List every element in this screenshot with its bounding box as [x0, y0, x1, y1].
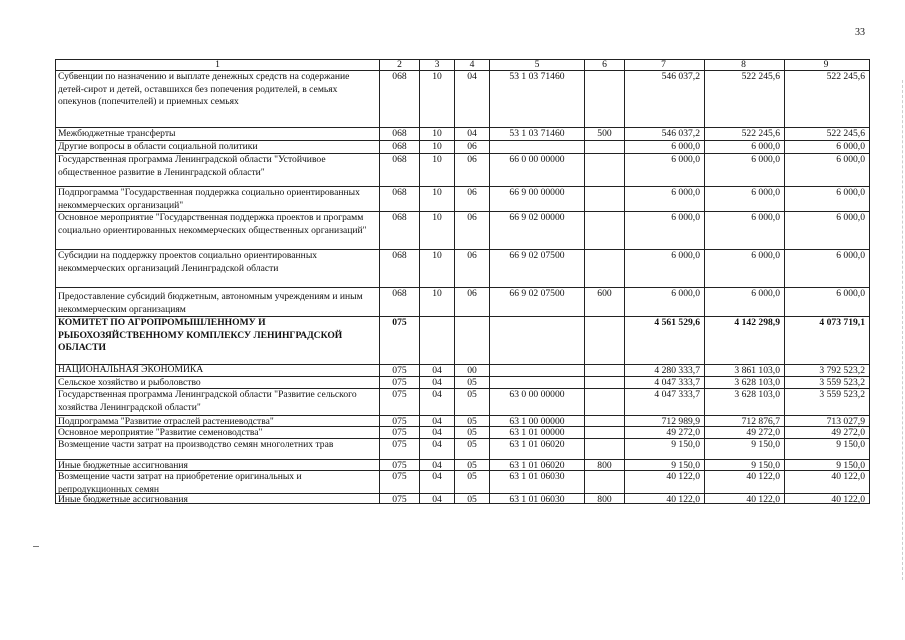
row-value: 10 [420, 71, 455, 127]
row-value: 075 [380, 389, 420, 415]
row-value: 04 [420, 460, 455, 470]
header-cell: 5 [490, 60, 585, 70]
header-cell: 1 [55, 60, 380, 70]
row-label: КОМИТЕТ ПО АГРОПРОМЫШЛЕННОМУ И РЫБОХОЗЯЙСТВЕННОМУ КОМПЛЕКСУ ЛЕНИНГРАДСКОЙ ОБЛАСТИ [55, 317, 380, 364]
row-value: 10 [420, 250, 455, 287]
row-label: Возмещение части затрат на производство семян многолетних трав [55, 439, 380, 459]
row-value [490, 377, 585, 388]
row-value: 63 0 00 00000 [490, 389, 585, 415]
row-value: 06 [455, 141, 490, 153]
row-value: 9 150,0 [785, 439, 870, 459]
row-value [585, 427, 625, 438]
row-value: 4 047 333,7 [625, 389, 705, 415]
row-label: Иные бюджетные ассигнования [55, 460, 380, 470]
row-value: 6 000,0 [625, 187, 705, 211]
row-label-text: Предоставление субсидий бюджетным, автономным учреждениям и иным некоммерческим организациям [58, 291, 363, 315]
row-value: 4 561 529,6 [625, 317, 705, 364]
table-row [55, 153, 870, 186]
row-value: 800 [585, 460, 625, 470]
row-value: 05 [455, 460, 490, 470]
row-value [585, 416, 625, 426]
row-value: 3 559 523,2 [785, 389, 870, 415]
row-label: Возмещение части затрат на приобретение оригинальных и репродукционных семян [55, 471, 380, 493]
row-label [55, 365, 380, 376]
row-value: 6 000,0 [625, 212, 705, 249]
header-cell: 9 [785, 60, 870, 70]
row-value: 6 000,0 [785, 250, 870, 287]
row-value [455, 317, 490, 364]
row-value: 40 122,0 [625, 471, 705, 493]
row-value [585, 250, 625, 287]
row-value: 068 [380, 250, 420, 287]
row-value: 63 1 01 06030 [490, 471, 585, 493]
table-row [55, 459, 870, 470]
row-value: 40 122,0 [705, 494, 785, 503]
row-value [585, 141, 625, 153]
row-value: 10 [420, 154, 455, 186]
row-value: 712 876,7 [705, 416, 785, 426]
row-value: 6 000,0 [625, 141, 705, 153]
header-row [55, 59, 870, 70]
row-value: 04 [420, 471, 455, 493]
budget-table [55, 59, 870, 541]
header-cell: 7 [625, 60, 705, 70]
row-value: 075 [380, 439, 420, 459]
row-label: Государственная программа Ленинградской области "Развитие сельского хозяйства Ленинградской области" [55, 389, 380, 415]
row-value: 40 122,0 [785, 494, 870, 503]
row-value: 712 989,9 [625, 416, 705, 426]
row-value: 9 150,0 [785, 460, 870, 470]
row-value: 6 000,0 [705, 187, 785, 211]
row-value: 4 280 333,7 [625, 365, 705, 376]
table-row [55, 438, 870, 459]
row-value: 6 000,0 [705, 154, 785, 186]
row-value: 6 000,0 [785, 212, 870, 249]
row-value: 10 [420, 187, 455, 211]
row-value: 522 245,6 [785, 128, 870, 140]
row-value: 63 1 01 06020 [490, 460, 585, 470]
row-value: 06 [455, 250, 490, 287]
row-value [490, 317, 585, 364]
row-value: 075 [380, 471, 420, 493]
table-row [55, 364, 870, 376]
row-value [585, 71, 625, 127]
row-value: 713 027,9 [785, 416, 870, 426]
row-value: 06 [455, 212, 490, 249]
row-value: 9 150,0 [705, 439, 785, 459]
row-value: 63 1 01 06030 [490, 494, 585, 503]
row-value: 4 047 333,7 [625, 377, 705, 388]
row-value: 05 [455, 494, 490, 503]
table-row [55, 140, 870, 153]
row-value: 3 559 523,2 [785, 377, 870, 388]
row-label: Основное мероприятие "Государственная поддержка проектов и программ социально ориентированных некоммерческих общественных организаций" [55, 212, 380, 249]
row-value [420, 317, 455, 364]
table-row [55, 493, 870, 504]
row-value: 4 142 298,9 [705, 317, 785, 364]
row-value: 068 [380, 154, 420, 186]
row-label: Субвенции по назначению и выплате денежных средств на содержание детей-сирот и детей, оставшихся без попечения родителей, в семьях опекунов (попечителей) и приемных семьях [55, 71, 380, 127]
row-value: 6 000,0 [785, 141, 870, 153]
header-cell: 8 [705, 60, 785, 70]
row-value [490, 365, 585, 376]
row-value: 800 [585, 494, 625, 503]
table-row [55, 415, 870, 426]
row-value: 10 [420, 288, 455, 316]
table-row [55, 287, 870, 316]
row-value: 49 272,0 [705, 427, 785, 438]
row-value: 04 [455, 128, 490, 140]
row-value: 05 [455, 471, 490, 493]
header-cell: 2 [380, 60, 420, 70]
row-value: 00 [455, 365, 490, 376]
row-value: 068 [380, 212, 420, 249]
row-value: 500 [585, 128, 625, 140]
row-value: 6 000,0 [785, 187, 870, 211]
row-value: 6 000,0 [785, 288, 870, 316]
row-label-text: НАЦИОНАЛЬНАЯ ЭКОНОМИКА [58, 365, 204, 375]
row-value: 63 1 00 00000 [490, 416, 585, 426]
row-value: 075 [380, 427, 420, 438]
row-value: 04 [420, 389, 455, 415]
row-value: 522 245,6 [705, 71, 785, 127]
row-value: 66 9 02 07500 [490, 250, 585, 287]
row-value: 63 1 01 00000 [490, 427, 585, 438]
row-value: 53 1 03 71460 [490, 128, 585, 140]
row-value: 075 [380, 416, 420, 426]
row-label: Подпрограмма "Государственная поддержка социально ориентированных некоммерческих организаций" [55, 187, 380, 211]
row-value: 10 [420, 141, 455, 153]
row-value: 068 [380, 187, 420, 211]
row-value: 05 [455, 416, 490, 426]
row-value: 6 000,0 [785, 154, 870, 186]
row-value [585, 154, 625, 186]
scan-edge [902, 80, 903, 580]
row-value [585, 439, 625, 459]
row-label [55, 128, 380, 140]
row-value: 3 628 103,0 [705, 377, 785, 388]
row-value: 546 037,2 [625, 71, 705, 127]
table-row [55, 70, 870, 127]
row-value: 04 [420, 427, 455, 438]
row-value: 600 [585, 288, 625, 316]
row-value: 40 122,0 [625, 494, 705, 503]
header-cell: 4 [455, 60, 490, 70]
row-value: 3 792 523,2 [785, 365, 870, 376]
row-value [585, 365, 625, 376]
row-value: 9 150,0 [705, 460, 785, 470]
table-row [55, 316, 870, 364]
row-value: 3 861 103,0 [705, 365, 785, 376]
row-value: 04 [420, 439, 455, 459]
row-value: 6 000,0 [705, 288, 785, 316]
table-row [55, 249, 870, 287]
table-row [55, 426, 870, 438]
row-value: 075 [380, 377, 420, 388]
row-label [55, 288, 380, 316]
row-value: 522 245,6 [705, 128, 785, 140]
row-value: 05 [455, 439, 490, 459]
row-value: 075 [380, 365, 420, 376]
row-value: 10 [420, 128, 455, 140]
row-value: 6 000,0 [705, 250, 785, 287]
row-value: 068 [380, 288, 420, 316]
row-value: 04 [455, 71, 490, 127]
table-row [55, 388, 870, 415]
row-value: 49 272,0 [785, 427, 870, 438]
row-value: 66 9 02 07500 [490, 288, 585, 316]
row-value: 546 037,2 [625, 128, 705, 140]
row-label: Государственная программа Ленинградской области "Устойчивое общественное развитие в Ленинградской области" [55, 154, 380, 186]
row-value: 05 [455, 377, 490, 388]
row-value: 05 [455, 427, 490, 438]
row-value: 66 9 02 00000 [490, 212, 585, 249]
row-value: 075 [380, 460, 420, 470]
page-number: 33 [855, 27, 865, 38]
row-value [585, 471, 625, 493]
row-value: 6 000,0 [705, 212, 785, 249]
row-value: 4 073 719,1 [785, 317, 870, 364]
row-label: Иные бюджетные ассигнования [55, 494, 380, 503]
row-value: 04 [420, 416, 455, 426]
row-value: 075 [380, 494, 420, 503]
row-value: 075 [380, 317, 420, 364]
table-row [55, 376, 870, 388]
row-value: 6 000,0 [625, 288, 705, 316]
row-value: 66 0 00 00000 [490, 154, 585, 186]
row-value: 06 [455, 187, 490, 211]
row-value [585, 187, 625, 211]
row-value: 068 [380, 71, 420, 127]
table-row [55, 211, 870, 249]
row-value [585, 389, 625, 415]
row-label: Другие вопросы в области социальной политики [55, 141, 380, 153]
row-value: 10 [420, 212, 455, 249]
row-value: 6 000,0 [705, 141, 785, 153]
margin-mark [33, 546, 39, 547]
row-value: 3 628 103,0 [705, 389, 785, 415]
row-value: 05 [455, 389, 490, 415]
row-value: 522 245,6 [785, 71, 870, 127]
row-label: Субсидии на поддержку проектов социально ориентированных некоммерческих организаций Ленинградской области [55, 250, 380, 287]
row-value [490, 141, 585, 153]
row-value: 49 272,0 [625, 427, 705, 438]
row-value: 068 [380, 128, 420, 140]
row-value: 40 122,0 [785, 471, 870, 493]
row-value: 40 122,0 [705, 471, 785, 493]
row-value [585, 377, 625, 388]
row-value: 6 000,0 [625, 250, 705, 287]
row-value: 04 [420, 494, 455, 503]
row-value: 068 [380, 141, 420, 153]
row-value: 06 [455, 288, 490, 316]
table-row [55, 470, 870, 493]
row-value: 6 000,0 [625, 154, 705, 186]
row-value: 9 150,0 [625, 460, 705, 470]
row-value [585, 212, 625, 249]
row-value: 04 [420, 365, 455, 376]
row-label: Сельское хозяйство и рыболовство [55, 377, 380, 388]
row-value: 06 [455, 154, 490, 186]
row-value [585, 317, 625, 364]
table-row [55, 127, 870, 140]
row-value: 53 1 03 71460 [490, 71, 585, 127]
row-label-text: Межбюджетные трансферты [58, 128, 176, 139]
row-value: 04 [420, 377, 455, 388]
table-row [55, 186, 870, 211]
row-value: 9 150,0 [625, 439, 705, 459]
row-value: 66 9 00 00000 [490, 187, 585, 211]
row-label: Подпрограмма "Развитие отраслей растениеводства" [55, 416, 380, 426]
header-cell: 6 [585, 60, 625, 70]
header-cell: 3 [420, 60, 455, 70]
row-label: Основное мероприятие "Развитие семеноводства" [55, 427, 380, 438]
row-value: 63 1 01 06020 [490, 439, 585, 459]
